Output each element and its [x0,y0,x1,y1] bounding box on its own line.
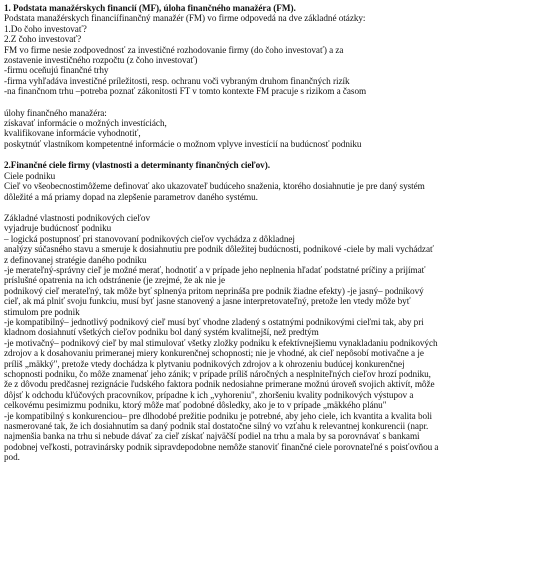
text-line: stimulom pre podnik [4,306,80,317]
section-2-heading: 2.Finančné ciele firmy (vlastnosti a determinanty finančných cieľov). [4,160,270,171]
text-line: 1.Do čoho investovať? [4,23,87,34]
text-line: príslušné opatrenia na ich odstránenie (je zrejmé, že ak nie je [4,275,226,286]
text-line: Cieľ vo všeobecnostimôžeme definovať ako ukazovateľ budúceho snaženia, ktorého dosiahnutie je pre daný systém [4,181,425,192]
section-2-intro [4,171,541,202]
text-line: -firma vyhľadáva investičné príležitosti, resp. ochranu voči vybraným druhom finančných rizík [4,75,350,86]
text-line: -je kompatibilný– jednotlivý podnikový cieľ musí byť vhodne zladený s ostatnými podnikovými cieľmi tak, aby pri [4,316,424,327]
text-line: -je motivačný– podnikový cieľ by mal stimulovať všetky zložky podniku k efektívnejšiemu vynakladaniu podnikových [4,337,438,348]
section-1-heading: 1. Podstata manažérskych financií (MF), úloha finančného manažéra (FM). [4,3,296,13]
text-line: – logická postupnosť pri stanovovaní podnikových cieľov vychádza z dôkladnej [4,233,295,244]
text-line: podnikový cieľ merateľný, tak môže byť splnenýa pritom neprináša pre podnik žiadne efekty) -je jasný– podnikový [4,285,424,296]
text-line: z definovanej stratégie daného podniku [4,254,147,265]
text-line: zostavenie investičného rozpočtu (z čoho investovať) [4,55,198,66]
paragraph-gap [4,202,541,213]
text-line: získavať informácie o možných investíciách, [4,118,167,129]
text-line: vyjadruje budúcnosť podniku [4,223,112,234]
text-line: najmenšia banka na trhu si nebude dávať za cieľ získať najväčší podiel na trhu a mala by sa porovnávať s bankami [4,431,420,442]
text-line: podobnej veľkosti, potravinársky podnik sipravdepodobne nemôže stanoviť finančné ciele porovnateľné s poisťovňou a [4,441,439,452]
document-page [4,3,541,463]
text-line: kladnom dosiahnutí všetkých cieľov podniku bol daný systém kvalitnejší, než predtým [4,327,319,338]
text-line: kvalifikovane informácie vyhodnotiť, [4,128,141,139]
text-line: -je merateľný-správny cieľ je možné merať, hodnotiť a v prípade jeho neplnenia hľadať podstatné príčiny a prijímať [4,264,426,275]
text-line: Základné vlastnosti podnikových cieľov [4,212,150,223]
text-line: Ciele podniku [4,170,56,181]
text-line: že z dôvodu predčasnej rezignácie ľudského faktora podnik nedosiahne primerane možnú úroveň svojich aktivít, môže [4,379,435,390]
section-1-body [4,13,541,96]
text-line: poskytnúť vlastníkom kompetentné informácie o možnom vplyve investícií na budúcnosť podniku [4,138,362,149]
text-line: nasmerované tak, že ich dosiahnutím sa daný podnik stal dostatočne silný vo vzťahu k relevantnej konkurencii (napr. [4,421,429,432]
financial-manager-roles [4,108,541,150]
text-line: -na finančnom trhu –potreba poznať zákonitosti FT v tomto kontexte FM pracuje s rizikom a časom [4,86,367,97]
text-line: schopnosti podniku, čo môže znamenať jeho zánik; v prípade príliš náročných a nesplniteľných cieľov hrozí podniku, [4,369,431,379]
text-line: úlohy finančného manažéra: [4,107,107,118]
text-line: Podstata manažérskych financiífinančný manažér (FM) vo firme odpovedá na dve základné otázky: [4,13,366,24]
text-line: 2.Z čoho investovať? [4,34,82,45]
paragraph-gap [4,149,541,160]
text-line: -firmu oceňujú finančné trhy [4,65,109,76]
text-line: analýzy súčasného stavu a smeruje k dosiahnutiu pre podnik dôležitej budúcnosti, podnikové -ciele by mali vychádzať [4,244,434,255]
text-line: celkovému pesimizmu podniku, ktorý môže mať podobné dôsledky, ako je to v prípade „mäkkého plánu" [4,400,387,411]
text-line: -je kompatibilný s konkurenciou– pre dlhodobé prežitie podniku je potrebné, aby jeho ciele, ich kvantita a kvalita boli [4,410,433,421]
text-line: FM vo firme nesie zodpovednosť za investičné rozhodovanie firmy (do čoho investovať) a za [4,44,344,55]
text-line: dôležité a má priamy dopad na zlepšenie parametrov daného systému. [4,191,258,202]
text-line: cieľ, ak má plniť svoju funkciu, musí byť jasne stanovený a jasne interpretovateľný, pretože len vtedy môže byť [4,296,411,307]
text-line: pod. [4,452,20,463]
paragraph-gap [4,97,541,108]
text-line: príliš „mäkký", pretože vtedy dochádza k plytvaniu podnikových zdrojov a k ohrozeniu budúcej konkurenčnej [4,358,405,369]
text-line: zdrojov a k dosahovaniu primeranej miery konkurenčnej schopnosti; nie je vhodné, ak cieľ nepôsobí motivačne a je [4,348,424,359]
text-line: dôjsť k odchodu kľúčových pracovníkov, prípadne k ich „vyhoreniu", zhoršeniu kvality podnikových výstupov a [4,389,414,400]
goal-properties [4,213,541,463]
